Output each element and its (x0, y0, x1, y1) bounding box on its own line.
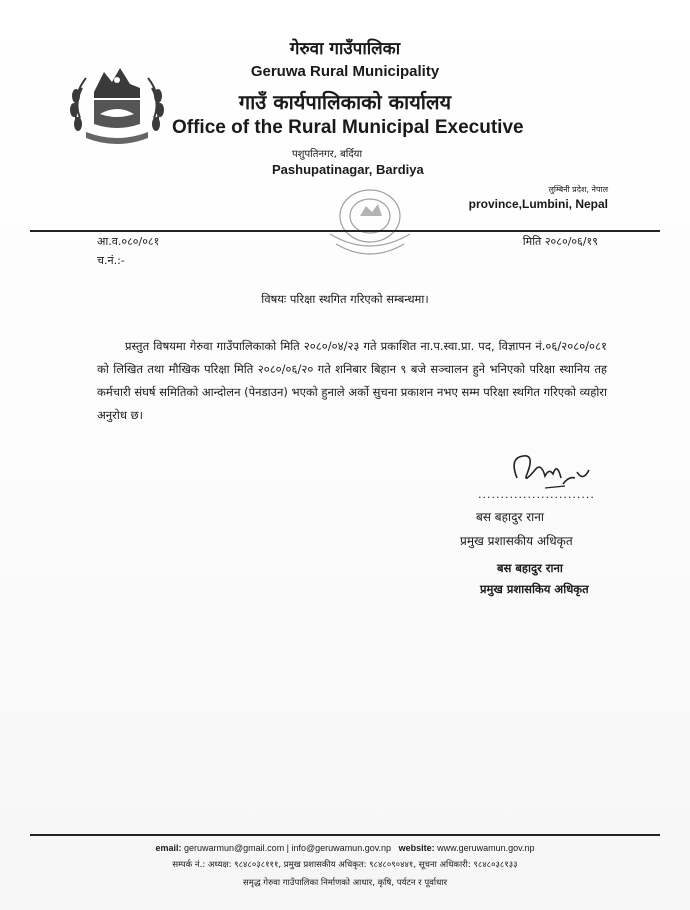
province-english: province,Lumbini, Nepal (468, 197, 608, 211)
header-divider (30, 230, 660, 232)
footer-slogan: समृद्ध गेरुवा गाउँपालिका निर्माणको आधार, कृषि, पर्यटन र पूर्वाधार (242, 878, 448, 888)
fiscal-year: आ.व.०८०/०८१ (97, 235, 160, 248)
letter-date: मिति २०८०/०६/१९ (522, 235, 598, 248)
signatory-title: प्रमुख प्रशासकीय अधिकृत (460, 534, 573, 548)
signatory-name: बस बहादुर राना (476, 510, 544, 524)
footer-divider (30, 834, 660, 836)
address-english: Pashupatinagar, Bardiya (272, 162, 424, 177)
municipality-name-nepali: गेरुवा गाउँपालिका (289, 39, 401, 59)
province-nepali: लुम्बिनी प्रदेश, नेपाल (548, 185, 608, 194)
letter-subject: विषयः परिक्षा स्थगित गरिएको सम्बन्धमा। (261, 292, 429, 306)
footer-phone-numbers: सम्पर्क नं.: अध्यक्ष: ९८४८०३८१११, प्रमुख प्रशासकीय अधिकृत: ९८४८०९०४४१, सूचना अधिकारी: ९८४८०३८१३३ (172, 860, 518, 870)
office-seal-icon (322, 186, 418, 256)
office-name-english: Office of the Rural Municipal Executive (172, 117, 524, 138)
office-name-nepali: गाउँ कार्यपालिकाको कार्यालय (238, 90, 452, 114)
website-label: website: (398, 843, 435, 853)
chalani-number: च.नं.:- (97, 254, 125, 267)
signature-line: .......................... (478, 488, 595, 501)
email-label: email: (155, 843, 182, 853)
address-nepali: पशुपतिनगर, बर्दिया (292, 149, 363, 160)
stamp-title: प्रमुख प्रशासकिय अधिकृत (480, 582, 589, 596)
municipality-name-english: Geruwa Rural Municipality (250, 63, 440, 80)
stamp-name: बस बहादुर राना (497, 561, 563, 575)
footer-contact-line (0, 843, 690, 853)
website-value: www.geruwamun.gov.np (437, 843, 535, 853)
letter-body: प्रस्तुत विषयमा गेरुवा गाउँपालिकाको मिति २०८०/०४/२३ गते प्रकाशित ना.प.स्वा.प्रा. पद, विज्ञापन नं.०६/२०८०/०८१ को लिखित तथा मौखिक परिक्षा मिति २०८०/०६/२० गते शनिबार बिहान ९ बजे सञ्चालन हुने भनिएको परिक्षा स्थानिय तह कर्मचारी संघर्ष समितिको आन्दोलन (पेनडाउन) भएको हुनाले अर्को सुचना प्रकाशन नभए सम्म परिक्षा स्थगित गरिएको व्यहोरा अनुरोध छ। (97, 339, 607, 422)
email-value: geruwarmun@gmail.com | info@geruwamun.gov.np (184, 843, 392, 853)
